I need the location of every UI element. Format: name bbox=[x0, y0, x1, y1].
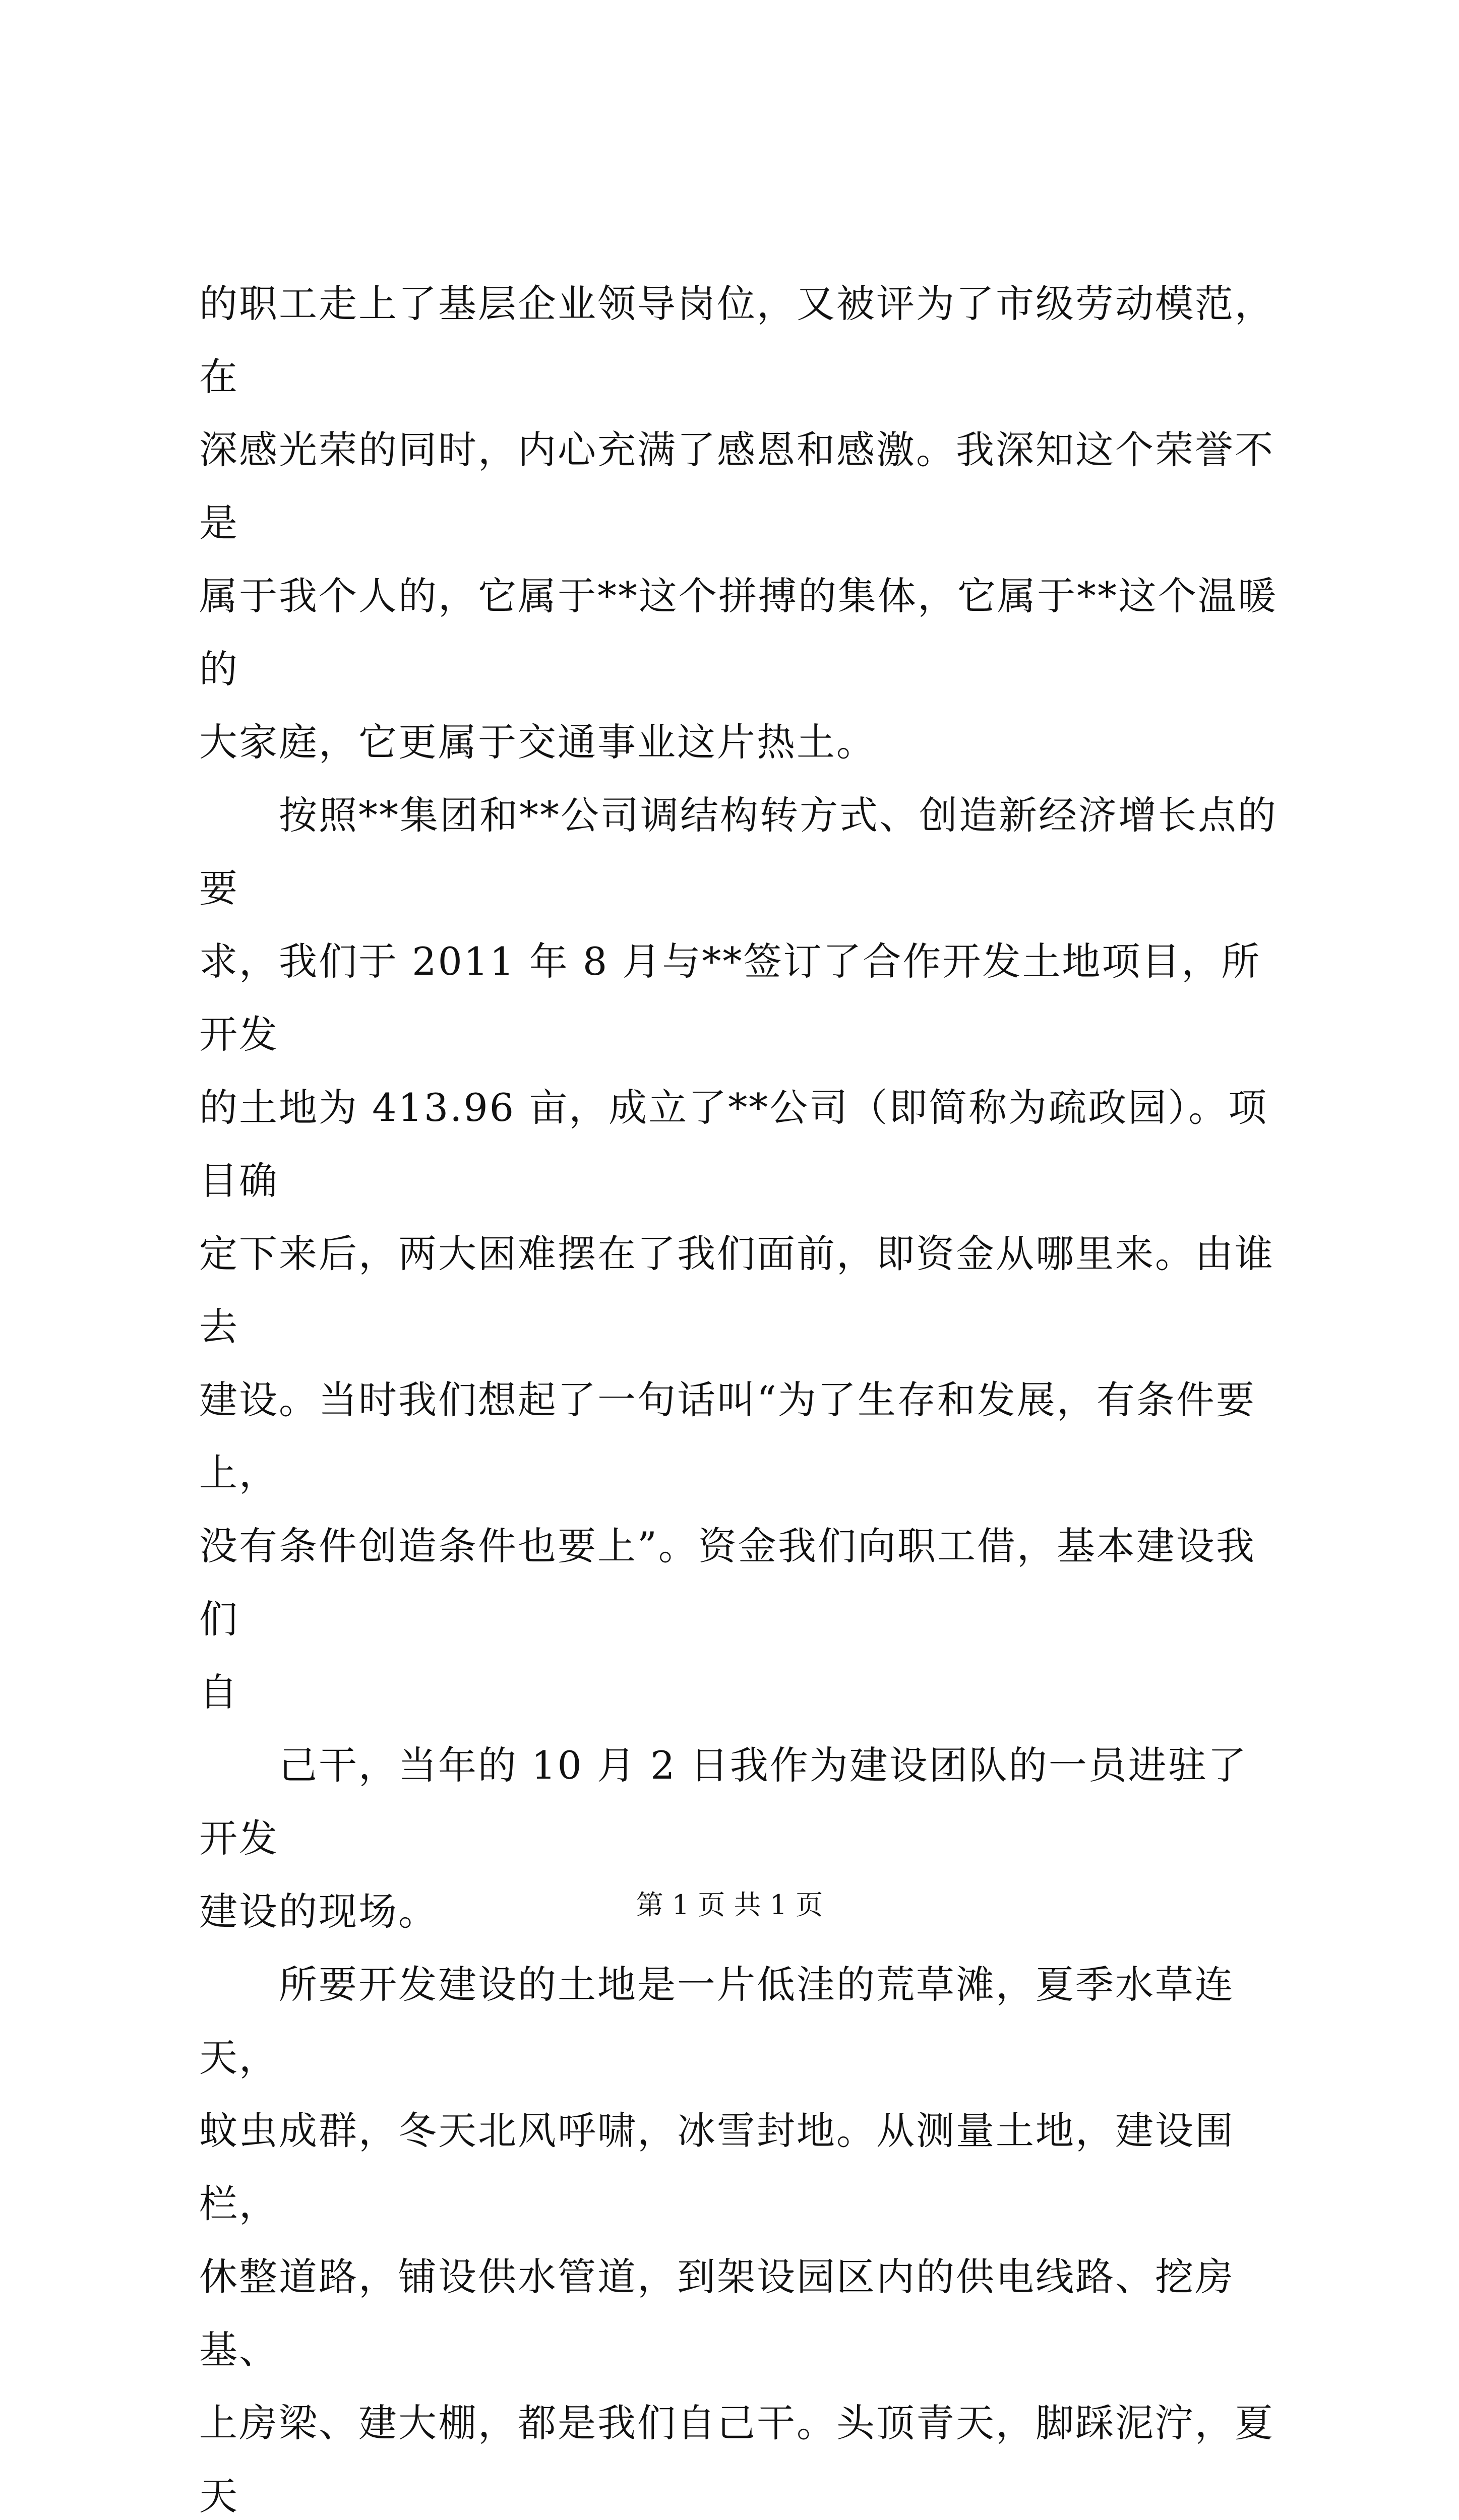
paragraph-2: 按照**集团和**公司调结构转方式、创造新经济增长点的要 求，我们于 2011 年 8 月与**签订了合作开发土地项目，所开发 的土地为 413.96 亩，成立了**公司（即简称为疏政园）。项目确 定下来后，两大困难摆在了我们面前，即资金从哪里来。由谁去 建设。当时我们想起了一句话叫“为了生存和发展，有条件要上， 没有条件创造条件也要上”。资金我们向职工借，基本建设我们 自 bbox=[199, 793, 1278, 1715]
paragraph-1: 的职工走上了基层企业领导岗位，又被评为了市级劳动模范，在 深感光荣的同时，内心充满了感恩和感激。我深知这个荣誉不是 属于我个人的，它属于**这个拼搏的集体，它属于**这个温暖的 大家庭，它更属于交通事业这片热土。 bbox=[199, 281, 1278, 765]
page-footer: 第 1 页 共 1 页 bbox=[636, 1889, 823, 1921]
paragraph-4: 所要开发建设的土地是一片低洼的荒草滩，夏季水草连天， 蚊虫成群，冬天北风呼啸，冰雪封地。从测量土地，建设围栏， 休整道路，铺设供水管道，到架设园区内的供电线路、挖房基、 上房梁、建大棚，都是我们自己干。头顶青天，脚踩泥泞，夏天 bbox=[199, 1962, 1274, 2518]
paragraph-3: 己干，当年的 10 月 2 日我作为建设团队的一员进驻了开发 建设的现场。 bbox=[199, 1743, 1248, 1934]
document-body bbox=[199, 267, 1283, 2520]
